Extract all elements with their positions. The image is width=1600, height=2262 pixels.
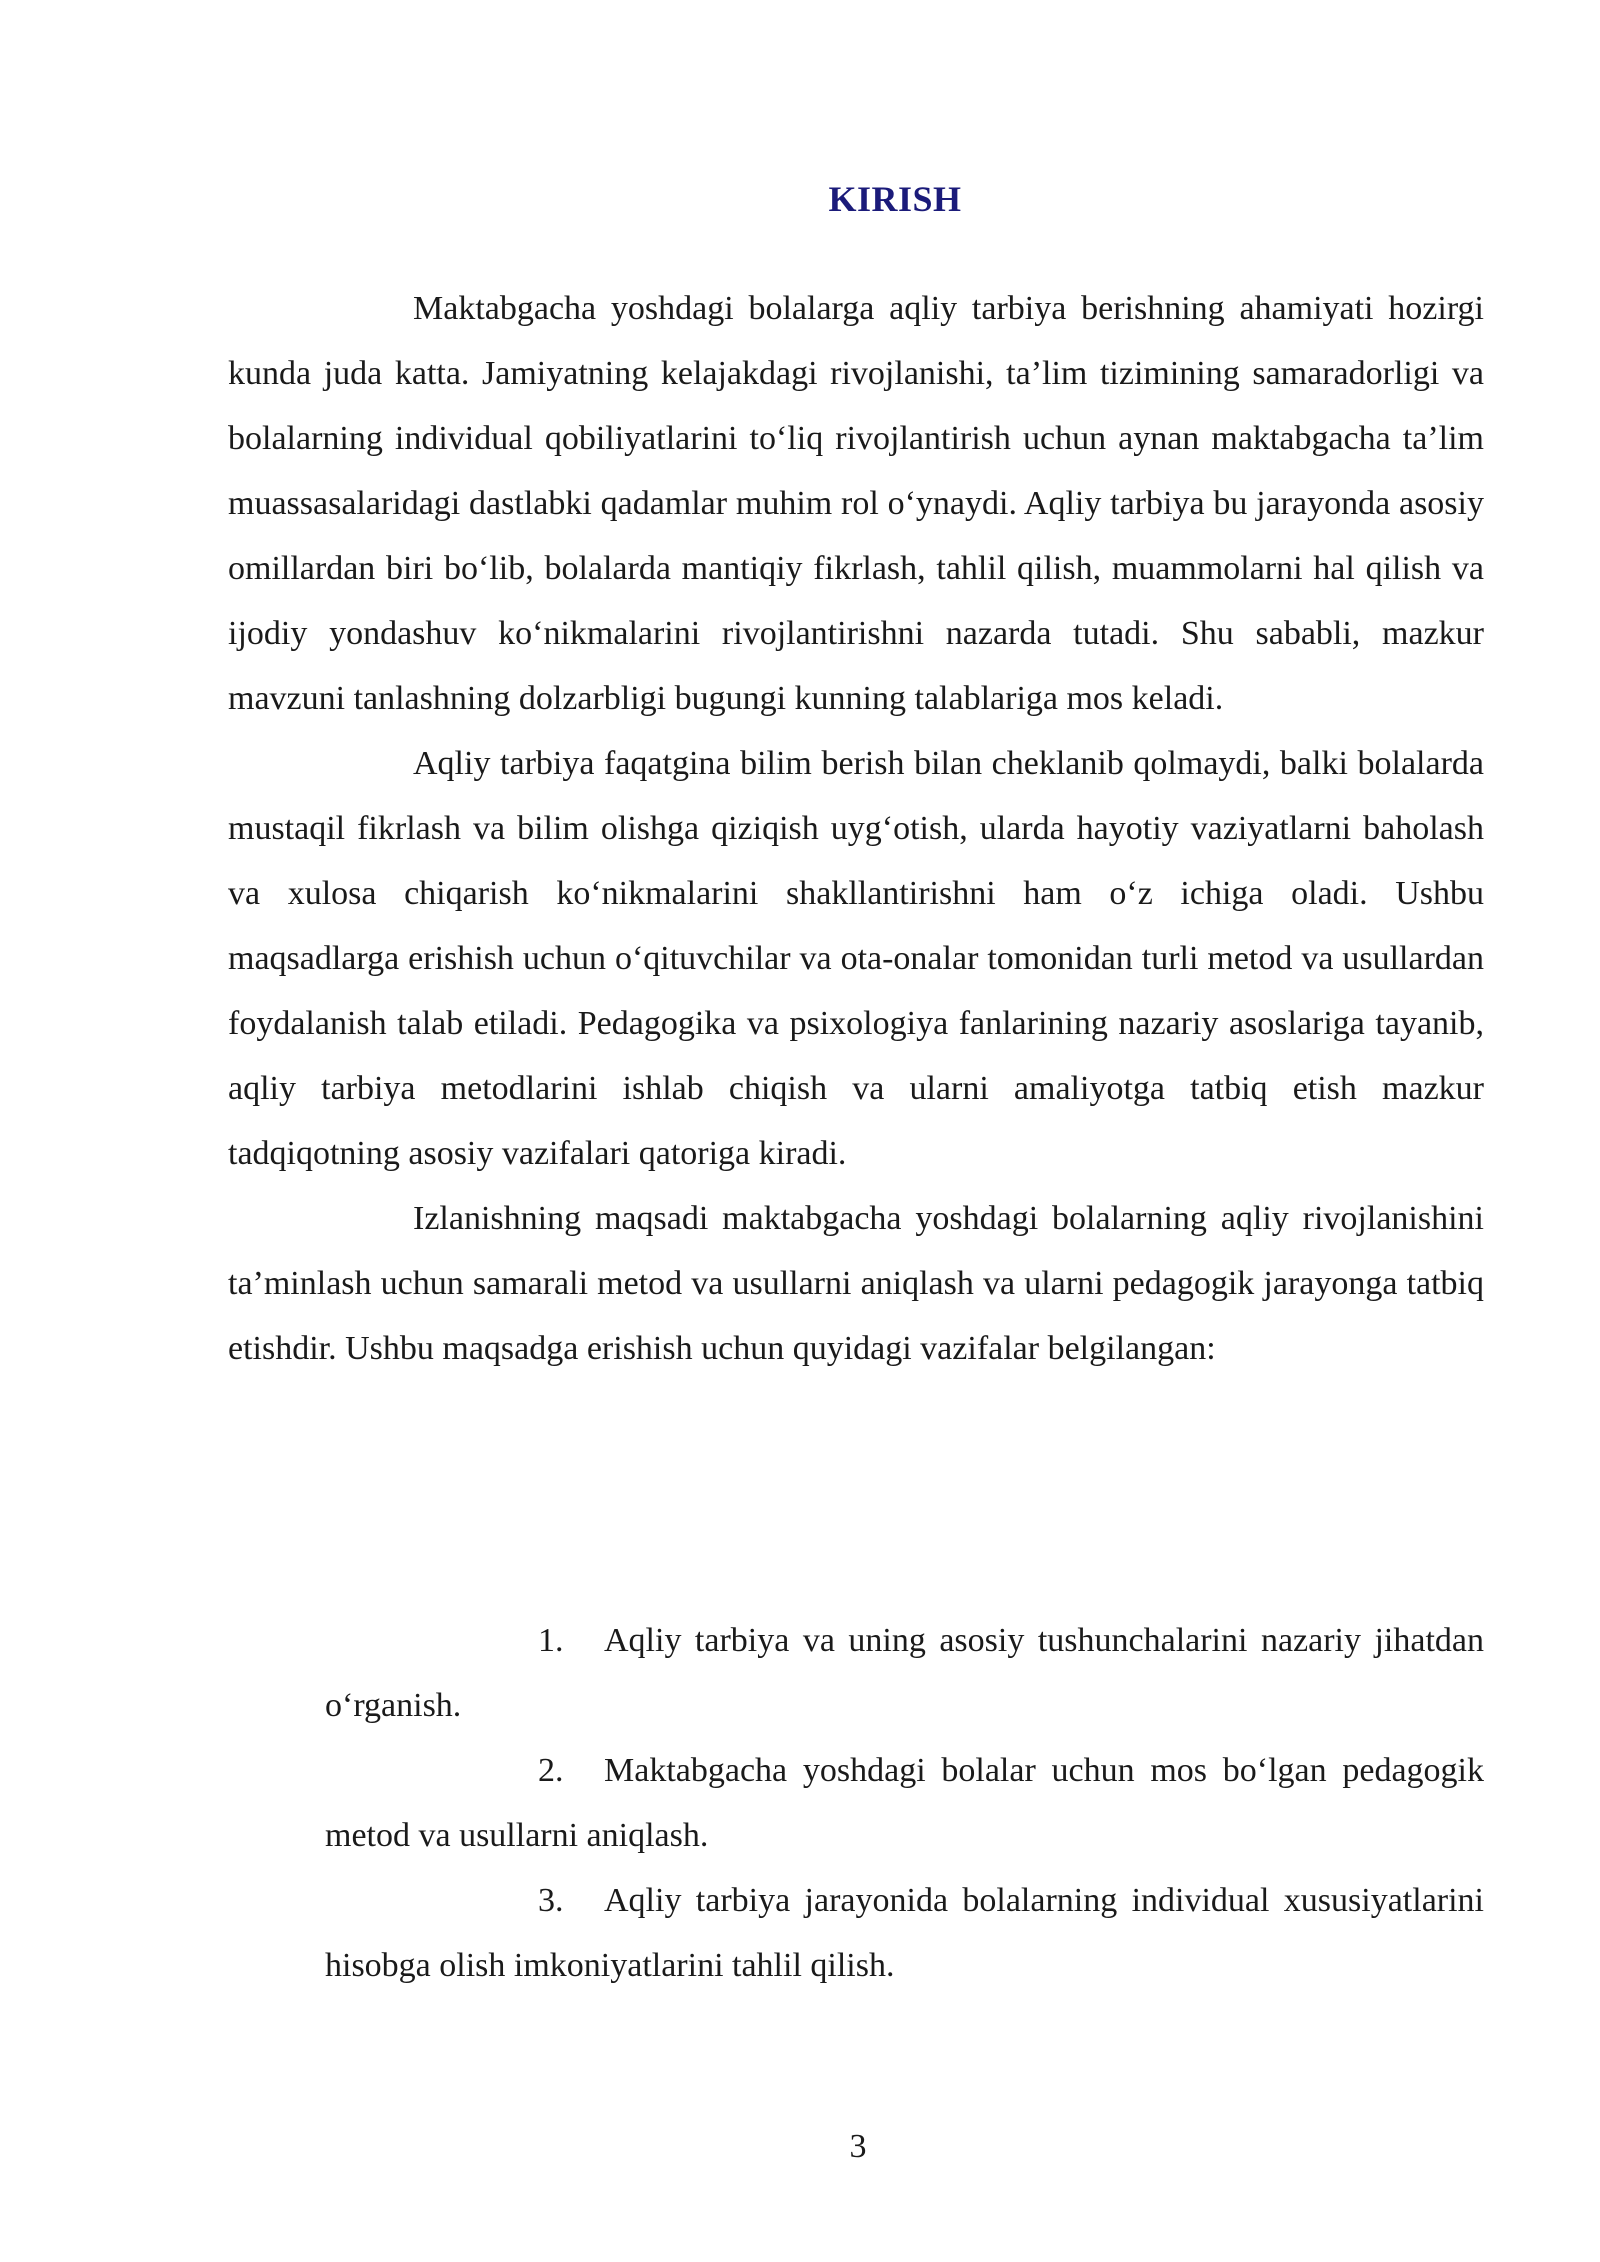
- list-item-number: 3.: [538, 1882, 564, 1919]
- list-item-text: Aqliy tarbiya va uning asosiy tushunchalarini nazariy jihatdan o‘rganish.: [325, 1622, 1484, 1724]
- list-item: [325, 1868, 1484, 1998]
- page-number: 3: [849, 2128, 867, 2165]
- list-item-text: Maktabgacha yoshdagi bolalar uchun mos bo‘lgan pedagogik metod va usullarni aniqlash.: [325, 1752, 1484, 1854]
- list-item-number: 2.: [538, 1752, 564, 1789]
- paragraph-aqliy-tarbiya: Aqliy tarbiya faqatgina bilim berish bilan cheklanib qolmaydi, balki bolalarda mustaqil fikrlash va bilim olishga qiziqish uyg‘otish, ularda hayotiy vaziyatlarni baholash va xulosa chiqarish ko‘nikmalarini shakllantirishni ham o‘z ichiga oladi. Ushbu maqsadlarga erishish uchun o‘qituvchilar va ota-onalar tomonidan turli metod va usullardan foydalanish talab etiladi. Pedagogika va psixologiya fanlarining nazariy asoslariga tayanib, aqliy tarbiya metodlarini ishlab chiqish va ularni amaliyotga tatbiq etish mazkur tadqiqotning asosiy vazifalari qatoriga kiradi.: [228, 745, 1484, 1172]
- list-item: [325, 1608, 1484, 1738]
- page-title: KIRISH: [828, 179, 962, 220]
- paragraph-maqsad: Izlanishning maqsadi maktabgacha yoshdagi bolalarning aqliy rivojlanishini ta’minlash uchun samarali metod va usullarni aniqlash va ularni pedagogik jarayonga tatbiq etishdir. Ushbu maqsadga erishish uchun quyidagi vazifalar belgilangan:: [228, 1200, 1484, 1367]
- list-item: [325, 1738, 1484, 1868]
- task-list: [325, 1608, 1484, 1998]
- paragraph-intro: Maktabgacha yoshdagi bolalarga aqliy tarbiya berishning ahamiyati hozirgi kunda juda katta. Jamiyatning kelajakdagi rivojlanishi, ta’lim tizimining samaradorligi va bolalarning individual qobiliyatlarini to‘liq rivojlantirish uchun aynan maktabgacha ta’lim muassasalaridagi dastlabki qadamlar muhim rol o‘ynaydi. Aqliy tarbiya bu jarayonda asosiy omillardan biri bo‘lib, bolalarda mantiqiy fikrlash, tahlil qilish, muammolarni hal qilish va ijodiy yondashuv ko‘nikmalarini rivojlantirishni nazarda tutadi. Shu sababli, mazkur mavzuni tanlashning dolzarbligi bugungi kunning talablariga mos keladi.: [228, 290, 1484, 717]
- list-item-text: Aqliy tarbiya jarayonida bolalarning individual xususiyatlarini hisobga olish imkoniyatlarini tahlil qilish.: [325, 1882, 1484, 1984]
- body-text: [228, 276, 1484, 1381]
- list-item-number: 1.: [538, 1622, 564, 1659]
